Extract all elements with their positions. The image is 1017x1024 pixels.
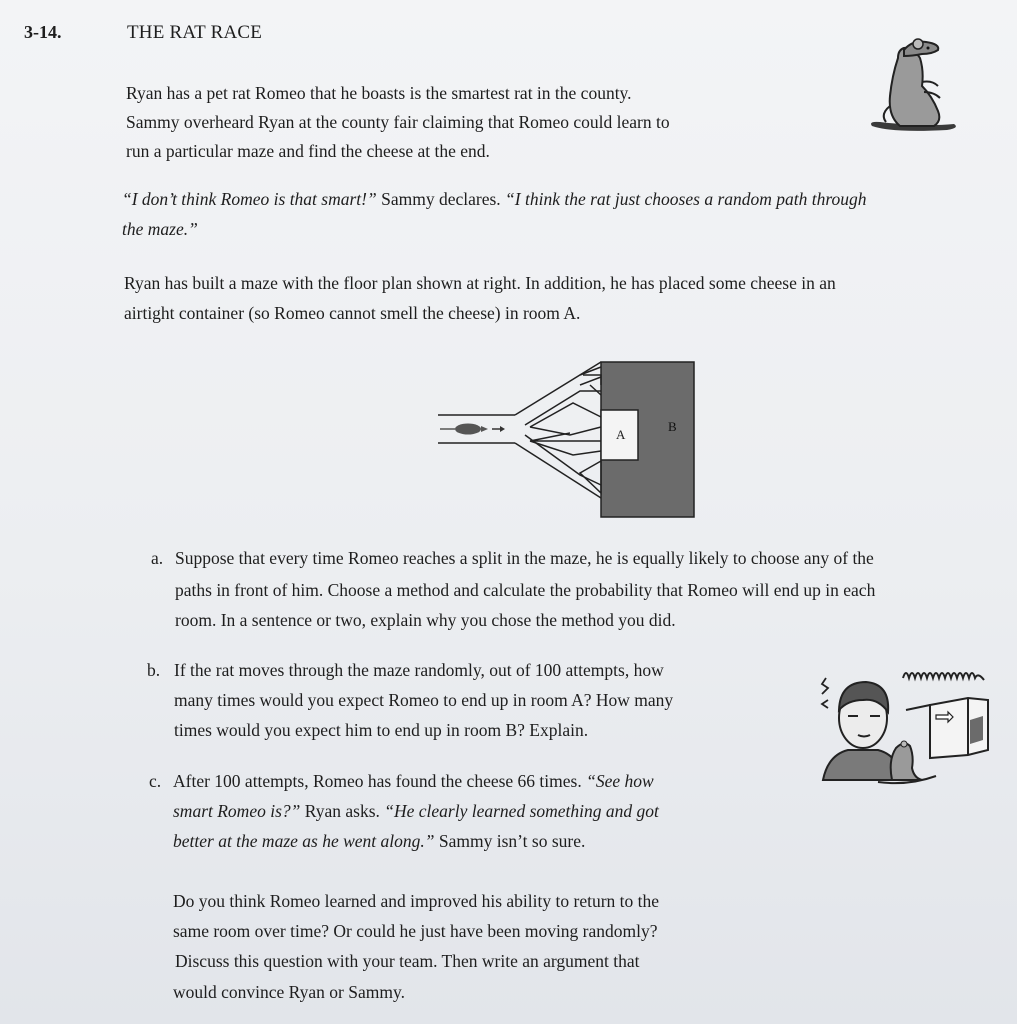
- discussion-line-4: would convince Ryan or Sammy.: [173, 982, 405, 1002]
- part-a-line-3: room. In a sentence or two, explain why you chose the method you did.: [175, 610, 676, 630]
- maze-rat-icon: [455, 424, 481, 435]
- discussion-line-2: same room over time? Or could he just have been moving randomly?: [173, 921, 658, 941]
- sammy-quote-2: “I think the rat just chooses a random path through: [505, 189, 867, 209]
- part-c-line-2: [173, 801, 659, 821]
- setup-line-2: airtight container (so Romeo cannot smell the cheese) in room A.: [124, 303, 581, 323]
- quote-line-1: [122, 189, 867, 209]
- boy-with-rat-illustration-icon: [818, 660, 998, 785]
- ryan-quote-4: better at the maze as he went along.”: [173, 831, 435, 851]
- ryan-quote-3: “He clearly learned something and got: [384, 801, 659, 821]
- intro-line-1: Ryan has a pet rat Romeo that he boasts is the smartest rat in the county.: [126, 83, 632, 103]
- room-b-label: B: [668, 419, 677, 434]
- part-a-line-1: Suppose that every time Romeo reaches a split in the maze, he is equally likely to choose any of the: [175, 548, 874, 568]
- part-b-letter: b.: [147, 660, 161, 680]
- rat-illustration-icon: [862, 36, 962, 136]
- part-a-line-2: paths in front of him. Choose a method and calculate the probability that Romeo will end up in each: [175, 580, 876, 600]
- room-a-label: A: [616, 427, 626, 442]
- part-b-line-2: many times would you expect Romeo to end up in room A? How many: [174, 690, 674, 710]
- discussion-line-3: Discuss this question with your team. Then write an argument that: [175, 951, 640, 971]
- ryan-asks: Ryan asks.: [300, 801, 385, 821]
- part-c-line-1: [173, 771, 654, 791]
- maze-floor-plan: [430, 355, 710, 525]
- part-c-line-1-text: After 100 attempts, Romeo has found the cheese 66 times.: [173, 771, 587, 791]
- part-c-line-3: [173, 831, 585, 851]
- sammy-declares: Sammy declares.: [376, 189, 506, 209]
- part-a-letter: a.: [151, 548, 164, 568]
- sammy-not-sure: Sammy isn’t so sure.: [434, 831, 586, 851]
- quote-line-2: the maze.”: [122, 219, 198, 239]
- ryan-quote-2: smart Romeo is?”: [173, 801, 301, 821]
- intro-line-3: run a particular maze and find the cheese at the end.: [126, 141, 490, 161]
- discussion-line-1: Do you think Romeo learned and improved his ability to return to the: [173, 891, 660, 911]
- problem-number: 3-14.: [24, 22, 62, 42]
- part-b-line-1: If the rat moves through the maze randomly, out of 100 attempts, how: [174, 660, 664, 680]
- part-c-letter: c.: [149, 771, 162, 791]
- intro-line-2: Sammy overheard Ryan at the county fair claiming that Romeo could learn to: [126, 112, 670, 132]
- problem-title: THE RAT RACE: [127, 22, 263, 43]
- part-b-line-3: times would you expect him to end up in room B? Explain.: [174, 720, 589, 740]
- setup-line-1: Ryan has built a maze with the floor plan shown at right. In addition, he has placed some cheese in an: [124, 273, 836, 293]
- sammy-quote-1: “I don’t think Romeo is that smart!”: [122, 189, 377, 209]
- ryan-quote-1: “See how: [586, 771, 654, 791]
